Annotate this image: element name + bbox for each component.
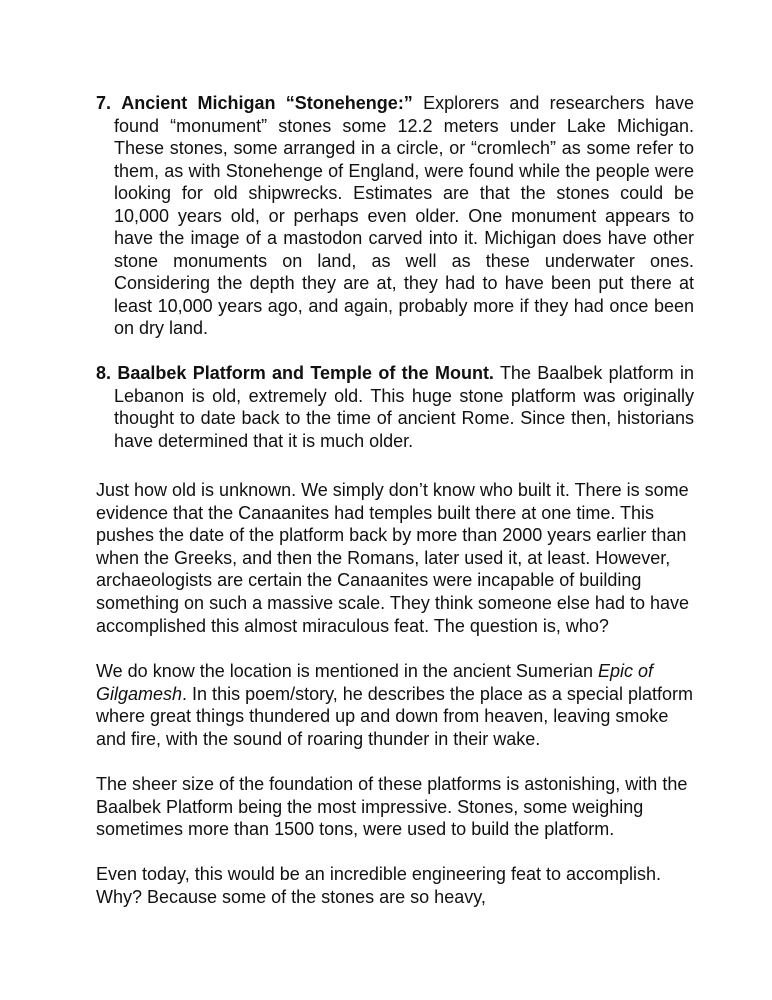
paragraph-size: The sheer size of the foundation of these platforms is astonishing, with the Baalbek Platform being the most impressive. Stones, some weighing sometimes more than 1500 tons, were used to build the platform. <box>96 774 688 840</box>
paragraph-text: We do know the location is mentioned in the ancient Sumerian <box>96 661 598 681</box>
book-title: Epic of Gilgamesh <box>96 661 653 704</box>
item-number: 8. <box>96 363 112 383</box>
paragraph-text: . In this poem/story, he describes the place as a special platform where great things thundered up and down from heaven, leaving smoke and fire, with the sound of roaring thunder in their wake. <box>96 683 693 749</box>
paragraph-how-old: Just how old is unknown. We simply don’t know who built it. There is some evidence that the Canaanites had temples built there at one time. This pushes the date of the platform back by more than 2000 years earlier than when the Greeks, and then the Romans, later used it, at least. However, archaeologists are certain the Canaanites were incapable of building something on such a massive scale. They think someone else had to have accomplished this almost miraculous feat. The question is, who? <box>96 480 690 636</box>
list-item-8 <box>96 362 694 452</box>
paragraph-gilgamesh <box>96 660 696 750</box>
paragraph-engineering: Even today, this would be an incredible engineering feat to accomplish. Why? Because some of the stones are so heavy, <box>96 864 662 907</box>
item-body: The Baalbek platform in Lebanon is old, extremely old. This huge stone platform was originally thought to date back to the time of ancient Rome. Since then, historians have determined that it is much older. <box>114 363 694 451</box>
list-item-7 <box>96 92 694 340</box>
item-heading: Ancient Michigan “Stonehenge:” <box>121 93 413 113</box>
item-number: 7. <box>96 93 112 113</box>
item-heading: Baalbek Platform and Temple of the Mount. <box>117 363 494 383</box>
item-body: Explorers and researchers have found “monument” stones some 12.2 meters under Lake Michigan. These stones, some arranged in a circle, or “cromlech” as some refer to them, as with Stonehenge of England, were found while the people were looking for old shipwrecks. Estimates are that the stones could be 10,000 years old, or perhaps even older. One monument appears to have the image of a mastodon carved into it. Michigan does have other stone monuments on land, as well as these underwater ones. Considering the depth they are at, they had to have been put there at least 10,000 years ago, and again, probably more if they had once been on dry land. <box>114 93 694 339</box>
